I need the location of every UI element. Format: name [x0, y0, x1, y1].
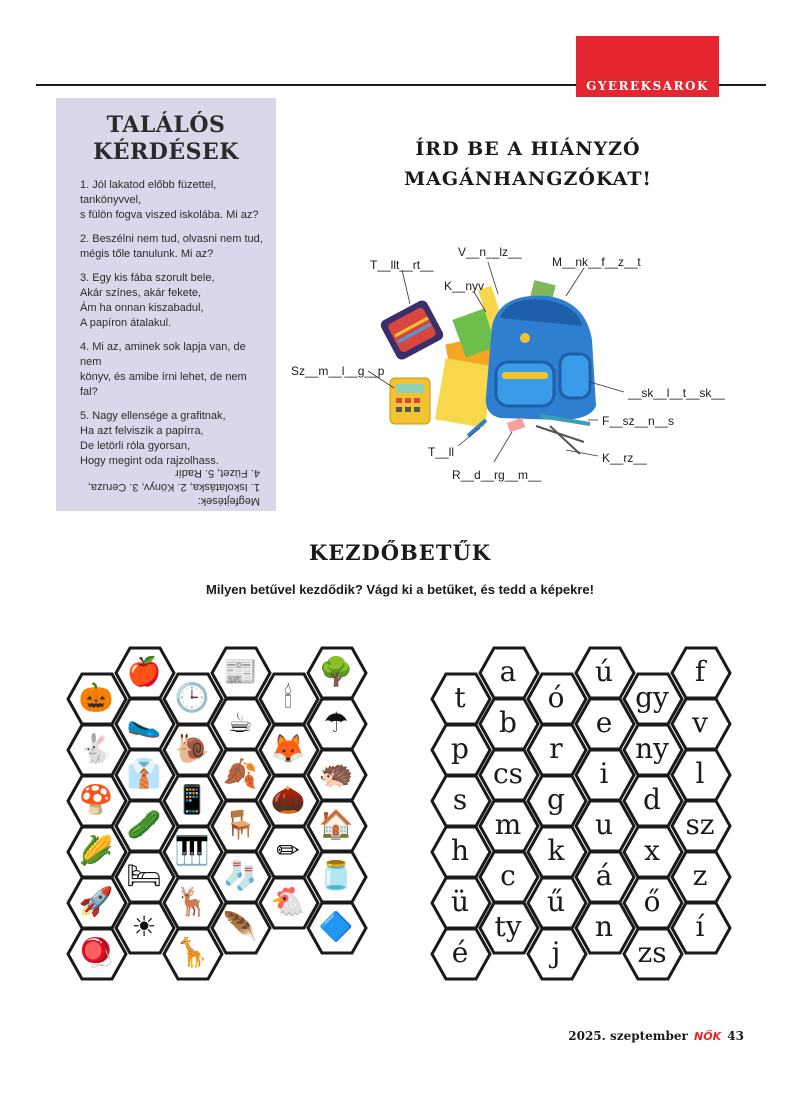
picture-hex [66, 927, 126, 979]
letter-label: ty [494, 910, 522, 943]
letter-label: ű [546, 884, 566, 918]
word-konyv: K__nyv [444, 279, 485, 293]
apple-icon: 🍎 [126, 655, 162, 688]
letter-hex [526, 927, 586, 979]
riddle-item: 4. Mi az, aminek sok lapja van, de nem könyv, és amibe írni lehet, de nem fal? [80, 341, 247, 398]
hen-icon: 🐔 [270, 884, 306, 918]
first-letters-title: KEZDŐBETŰK [308, 540, 492, 565]
cup-icon: ☕ [227, 706, 253, 739]
letter-label: d [643, 782, 661, 816]
deer-icon: 🦌 [174, 884, 210, 918]
picture-hex [162, 927, 222, 979]
riddles-title-line2: KÉRDÉSEK [93, 139, 239, 165]
word-munkafuzet: M__nk__f__z__t [552, 255, 641, 269]
word-iskolataska: __sk__l__t__sk__ [628, 386, 725, 400]
letter-label: r [549, 731, 563, 765]
hedgehog-icon: 🦔 [318, 757, 354, 790]
riddle-item: 1. Jól lakatod előbb füzettel, tankönyvvel, s fülön fogva viszed iskolába. Mi az? [80, 179, 259, 221]
word-fuzesnes: F__sz__n__s [602, 414, 675, 428]
letter-label: u [594, 808, 614, 841]
calculator-icon [390, 378, 430, 424]
letter-label: g [547, 782, 565, 816]
letter-hex [622, 927, 682, 979]
backpack-icon [486, 296, 596, 420]
slippers-icon: 🥿 [126, 706, 162, 739]
xylophone-icon: 🎹 [174, 833, 210, 867]
letter-label: k [547, 833, 565, 867]
missing-vowels-title-line1: ÍRD BE A HIÁNYZÓ [415, 138, 641, 160]
page-number: 43 [727, 1029, 744, 1043]
shirt-icon: 👔 [126, 757, 162, 790]
letter-label: ny [635, 731, 669, 765]
giraffe-icon: 🦒 [174, 935, 210, 969]
remote-icon: 📱 [174, 782, 210, 816]
riddles-title-line1: TALÁLÓS [106, 112, 226, 138]
word-korz: K__rz__ [602, 451, 647, 465]
school-supplies-illustration [0, 0, 800, 540]
newspaper-icon: 📰 [222, 655, 258, 688]
mushroom-icon: 🍄 [78, 782, 114, 816]
letter-label: f [694, 655, 706, 688]
letter-label: ú [594, 655, 614, 688]
letter-label: v [692, 706, 708, 739]
letter-label: j [551, 935, 561, 969]
letter-label: z [692, 859, 708, 892]
candle-icon: 🕯 [284, 680, 292, 714]
answers-line1: 1. Iskolatáska, 2. Könyv, 3. Ceruza, [87, 481, 260, 493]
sock-icon: 🧦 [222, 859, 258, 892]
letter-label: sz [685, 808, 715, 841]
issue-date: 2025. szeptember [568, 1029, 688, 1043]
letter-label: m [494, 808, 522, 841]
letter-label: i [599, 757, 609, 790]
letter-hex [430, 927, 490, 979]
letter-label: í [695, 910, 705, 943]
letter-label: c [500, 859, 516, 892]
pencil-icon: ✏ [276, 833, 300, 867]
magazine-logo: NŐK [694, 1030, 722, 1043]
house-icon: 🏠 [318, 808, 354, 841]
missing-vowels-title-line2: MAGÁNHANGZÓKAT! [404, 168, 652, 190]
pumpkin-icon: 🎃 [78, 680, 114, 714]
fox-icon: 🦊 [270, 731, 306, 765]
letter-label: zs [637, 935, 667, 969]
letter-label: s [452, 782, 468, 816]
leaf-icon: 🍂 [222, 757, 258, 790]
letter-label: ü [450, 884, 470, 918]
letter-label: é [451, 935, 469, 969]
bed-icon: 🛏 [126, 859, 162, 892]
word-radirgumi: R__d__rg__m__ [452, 468, 542, 482]
letter-label: ó [547, 680, 565, 714]
first-letters-instruction: Milyen betűvel kezdődik? Vágd ki a betűket, és tedd a képekre! [206, 582, 594, 597]
riddle-item: 2. Beszélni nem tud, olvasni nem tud, mégis tőle tanulunk. Mi az? [80, 233, 263, 260]
chair-icon: 🪑 [222, 808, 258, 841]
letter-label: a [499, 655, 517, 688]
corn-icon: 🌽 [78, 833, 114, 867]
acorns-icon: 🌰 [270, 782, 306, 816]
cookie-cutter-icon: 🔷 [318, 910, 354, 943]
clock-icon: 🕒 [174, 680, 210, 714]
rabbit-icon: 🐇 [78, 731, 114, 765]
letter-label: x [644, 833, 660, 867]
jar-icon: 🫙 [318, 859, 354, 892]
letter-label: á [595, 859, 613, 892]
picture-hex [306, 901, 366, 953]
section-label: GYEREKSAROK [586, 79, 709, 93]
cucumber-icon: 🥒 [126, 808, 162, 841]
snail-icon: 🐌 [174, 731, 210, 765]
letter-label: h [450, 833, 470, 867]
letter-label: e [595, 706, 613, 739]
word-toll: T__ll [428, 445, 455, 459]
rocket-icon: 🚀 [78, 884, 114, 918]
umbrella-icon: ☂ [323, 706, 349, 739]
letter-label: t [454, 680, 466, 714]
word-szamologep: Sz__m__l__g__p [291, 364, 385, 378]
letter-label: b [499, 706, 517, 739]
answers-line2: 4. Füzet, 5. Radír [175, 467, 260, 479]
tree-icon: 🌳 [318, 655, 354, 688]
letter-label: l [695, 757, 705, 790]
yoyo-icon: 🪀 [78, 935, 114, 969]
eraser-icon [507, 418, 525, 433]
answers-label: Megfejtések: [197, 495, 260, 507]
riddle-item: 5. Nagy ellensége a grafitnak, Ha azt felviszik a papírra, De letörli róla gyorsan, Hogy megint oda rajzolhass. [80, 410, 226, 467]
sun-icon: ☀ [131, 910, 157, 943]
letter-label: gy [635, 680, 669, 714]
letter-label: cs [492, 757, 524, 790]
letter-label: n [594, 910, 614, 943]
letter-label: ő [643, 884, 661, 918]
letter-label: p [451, 731, 469, 765]
riddle-item: 3. Egy kis fába szorult bele, Akár színes, akár fekete, Ám ha onnan kiszabadul, A papíron átalakul. [80, 272, 215, 329]
pencil-case-icon [379, 298, 446, 361]
page-footer [568, 1029, 744, 1043]
word-vonalzo: V__n__lz__ [458, 245, 522, 259]
word-tolltarto: T__llt__rt__ [370, 258, 434, 272]
quill-icon: 🪶 [222, 910, 258, 943]
